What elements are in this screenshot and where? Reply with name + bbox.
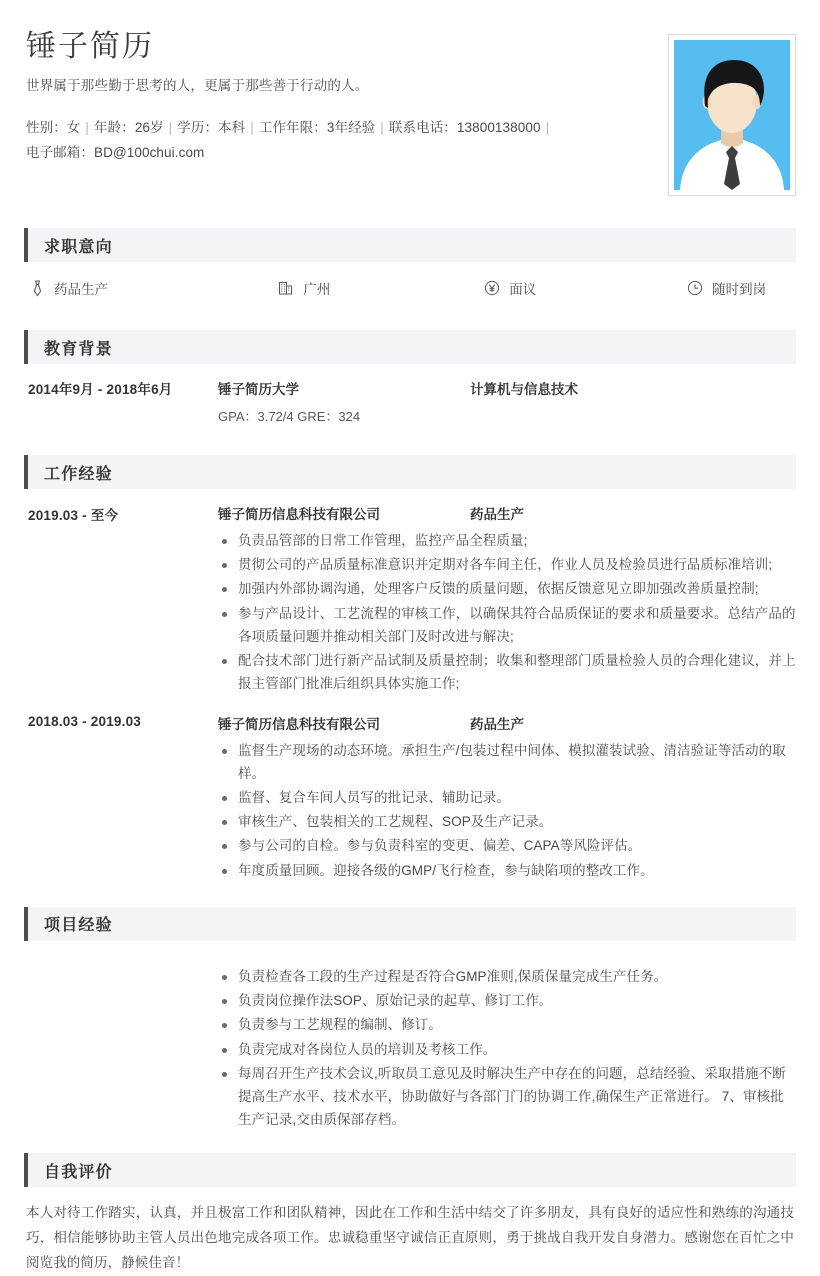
personal-meta-item: 性别：女 — [26, 119, 81, 135]
education-major: 计算机与信息技术 — [470, 382, 578, 397]
project-detail — [218, 941, 796, 1132]
section-header-work — [24, 455, 796, 489]
personal-meta-item: 电子邮箱：BD@100chui.com — [26, 144, 205, 160]
work-bullet-list — [218, 529, 796, 696]
work-position: 药品生产 — [470, 507, 524, 522]
list-item: 审核生产、包装相关的工艺规程、SOP及生产记录。 — [218, 810, 796, 833]
list-item: 参与产品设计、工艺流程的审核工作，以确保其符合品质保证的要求和质量要求。总结产品的各项质量问题并推动相关部门及时改进与解决; — [218, 602, 796, 648]
job-intention-item-city — [277, 278, 483, 298]
education-school-block — [218, 378, 470, 425]
section-title: 自我评价 — [44, 1163, 113, 1181]
self-evaluation-text: 本人对待工作踏实，认真，并且极富工作和团队精神，因此在工作和生活中结交了许多朋友，具有良好的适应性和熟练的沟通技巧，相信能够协助主管人员出色地完成各项工作。忠诚稳重坚守诚信正直原则，勇于挑战自我开发自身潜力。感谢您在百忙之中阅览我的简历，静候佳音！ — [26, 1205, 794, 1271]
work-head-row — [218, 713, 796, 733]
job-intention-row — [24, 262, 796, 308]
list-item: 年度质量回顾。迎接各级的GMP/飞行检查，参与缺陷项的整改工作。 — [218, 859, 796, 882]
section-title: 求职意向 — [44, 238, 113, 256]
meta-separator: | — [168, 119, 173, 135]
list-item: 负责参与工艺规程的编制、修订。 — [218, 1013, 796, 1036]
personal-meta-item: 学历：本科 — [177, 119, 246, 135]
personal-meta-item: 年龄：26岁 — [94, 119, 164, 135]
list-item: 负责岗位操作法SOP、原始记录的起草、修订工作。 — [218, 989, 796, 1012]
education-entry — [24, 364, 796, 433]
job-intention-label: 药品生产 — [54, 282, 108, 297]
education-date: 2014年9月 - 2018年6月 — [28, 382, 173, 397]
section-title: 工作经验 — [44, 465, 113, 483]
meta-separator: | — [85, 119, 90, 135]
clock-icon — [686, 279, 704, 297]
job-intention-item-position — [28, 278, 277, 298]
list-item: 配合技术部门进行新产品试制及质量控制；收集和整理部门质量检验人员的合理化建议，并上报主管部门批准后组织具体实施工作; — [218, 649, 796, 695]
list-item: 参与公司的自检。参与负责科室的变更、偏差、CAPA等风险评估。 — [218, 834, 796, 857]
list-item: 每周召开生产技术会议,听取员工意见及时解决生产中存在的问题，总结经验、采取措施不断提高生产水平、技术水平，协助做好与各部门门的协调工作,确保生产正常进行。 7、审核批生产记录,交由质保部存档。 — [218, 1062, 796, 1132]
section-title: 项目经验 — [44, 917, 113, 935]
header-text-block — [24, 28, 624, 166]
list-item: 贯彻公司的产品质量标准意识并定期对各车间主任，作业人员及检验员进行品质标准培训; — [218, 553, 796, 576]
work-detail — [218, 713, 796, 883]
personal-meta-line — [26, 116, 586, 166]
work-entry — [24, 489, 796, 699]
resume-header — [24, 0, 796, 206]
work-entry-list — [24, 489, 796, 885]
list-item: 负责检查各工段的生产过程是否符合GMP准则,保质保量完成生产任务。 — [218, 965, 796, 988]
list-item: 监督生产现场的动态环境。承担生产/包装过程中间体、模拟灌装试验、清洁验证等活动的取样。 — [218, 739, 796, 785]
meta-separator: | — [545, 119, 550, 135]
necktie-icon — [28, 279, 46, 297]
building-icon — [277, 279, 295, 297]
work-company: 锤子简历信息科技有限公司 — [218, 716, 380, 732]
avatar-frame — [668, 34, 796, 196]
personal-meta-item: 工作年限：3年经验 — [258, 119, 376, 135]
section-header-education — [24, 330, 796, 364]
list-item: 负责品管部的日常工作管理，监控产品全程质量; — [218, 529, 796, 552]
job-intention-label: 面议 — [509, 282, 537, 297]
meta-separator: | — [250, 119, 254, 135]
job-intention-item-availability — [686, 278, 792, 298]
work-position: 药品生产 — [470, 716, 524, 732]
work-entry — [24, 699, 796, 885]
work-company: 锤子简历信息科技有限公司 — [218, 507, 380, 522]
work-bullet-list — [218, 739, 796, 882]
avatar — [674, 40, 790, 190]
work-date: 2019.03 - 至今 — [28, 508, 119, 523]
yuan-circle-icon — [483, 279, 501, 297]
work-detail — [218, 503, 796, 697]
section-header-job-intention — [24, 228, 796, 262]
meta-separator: | — [380, 119, 384, 135]
education-school: 锤子简历大学 — [218, 382, 299, 397]
list-item: 监督、复合车间人员写的批记录、辅助记录。 — [218, 786, 796, 809]
list-item: 负责完成对各岗位人员的培训及考核工作。 — [218, 1038, 796, 1061]
person-photo-avatar-icon — [674, 40, 790, 190]
work-head-row — [218, 503, 796, 523]
page-title: 锤子简历 — [26, 30, 154, 63]
section-title: 教育背景 — [44, 340, 113, 358]
job-intention-label: 随时到岗 — [712, 282, 767, 297]
education-scores: GPA：3.72/4 GRE：324 — [218, 409, 361, 424]
project-bullet-list — [218, 965, 796, 1132]
section-header-project — [24, 907, 796, 941]
list-item: 加强内外部协调沟通，处理客户反馈的质量问题，依据反馈意见立即加强改善质量控制; — [218, 577, 796, 600]
job-intention-item-salary — [483, 278, 686, 298]
personal-meta-item: 联系电话：13800138000 — [388, 119, 541, 135]
section-header-self-evaluation — [24, 1153, 796, 1187]
job-intention-label: 广州 — [303, 282, 331, 297]
work-date: 2018.03 - 2019.03 — [28, 713, 141, 729]
resume-motto: 世界属于那些勤于思考的人，更属于那些善于行动的人。 — [26, 77, 369, 93]
